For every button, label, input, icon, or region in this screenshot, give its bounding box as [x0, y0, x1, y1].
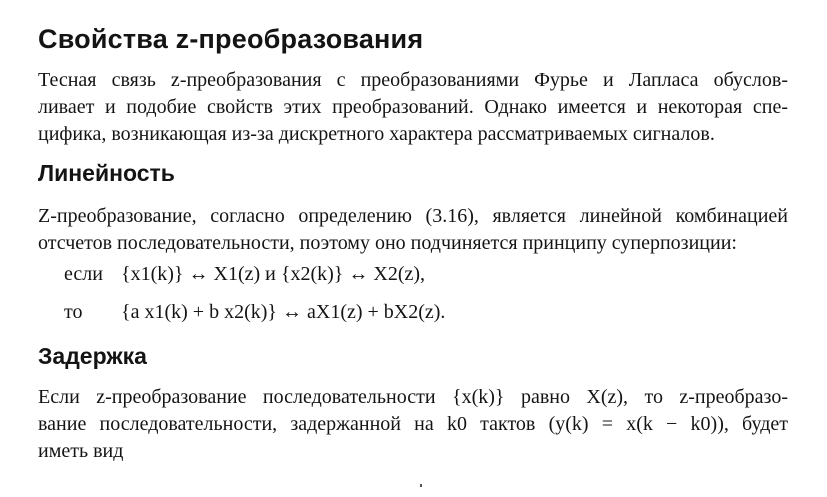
linearity-if-label: если	[64, 263, 103, 285]
delay-heading: Задержка	[38, 343, 147, 369]
linearity-paragraph	[38, 203, 788, 257]
intro-line-3: цифика, возникающая из-за дискретного характера рассматриваемых сигналов.	[38, 123, 715, 145]
linearity-line-2: отсчетов последовательности, поэтому оно подчиняется принципу суперпозиции:	[38, 232, 737, 254]
intro-line-2: ливает и подобие свойств этих преобразований. Однако имеется и некоторая спе-	[38, 96, 788, 118]
page-title: Свойства z-преобразования	[38, 24, 424, 54]
intro-line-1: Тесная связь z-преобразования с преобразованиями Фурье и Лапласа обуслов-	[38, 69, 788, 91]
scan-speck	[420, 484, 422, 487]
linearity-if-formula: {x1(k)} ↔ X1(z) и {x2(k)} ↔ X2(z),	[121, 263, 426, 285]
linearity-heading: Линейность	[38, 160, 175, 186]
delay-line-1: Если z-преобразование последовательности {x(k)} равно X(z), то z-преобразо-	[38, 386, 788, 408]
delay-line-2: вание последовательности, задержанной на k0 тактов (y(k) = x(k − k0)), будет	[38, 413, 788, 435]
delay-paragraph	[38, 384, 788, 465]
linearity-line-1: Z-преобразование, согласно определению (3.16), является линейной комбинацией	[38, 205, 788, 227]
linearity-then-formula: {a x1(k) + b x2(k)} ↔ aX1(z) + bX2(z).	[121, 301, 446, 323]
delay-line-3: иметь вид	[38, 440, 124, 462]
linearity-then-label: то	[64, 301, 83, 323]
intro-paragraph	[38, 67, 788, 148]
